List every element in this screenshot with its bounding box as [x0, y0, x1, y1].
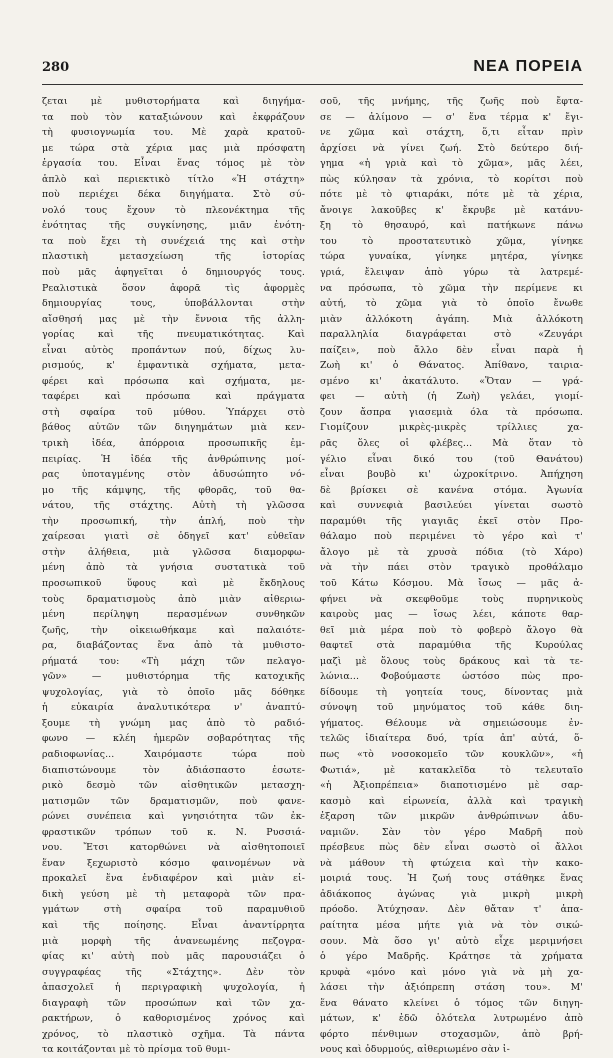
text-line: πλαστικὴ μετασχείωση τῆς ἱστορίας [42, 251, 305, 263]
text-line: φωνο — κλέη ἡμερῶν σοβαρότητας τῆς [42, 733, 305, 745]
text-line: μαζὶ μὲ ὅλους τοὺς δράκους καὶ τὰ τε- [320, 655, 583, 667]
text-line: τα κοιτάζονται μὲ τὸ πρίσμα τοῦ θυμι- [42, 1044, 231, 1056]
text-line: ψυχολογίας, γιὰ τὸ ὁποῖο μᾶς δόθηκε [42, 686, 305, 698]
text-line: ξουμε τὴ γνώμη μας ἀπὸ τὸ ραδιό- [42, 717, 305, 729]
text-line: μο τῆς κάμψης, τῆς φθορᾶς, τοῦ θα- [42, 484, 305, 496]
text-line: τελῶς ἰδιαίτερα δυό, τρία ἀπ' αὐτά, ὅ- [320, 733, 583, 745]
text-line: ρικὸ δεσμὸ τῶν αἰσθητικῶν μετασχη- [42, 780, 305, 792]
text-line: ζουν ἄσπρα γιασεμιὰ όλα τὰ πρόσωπα. [320, 406, 583, 418]
text-line: χαίρεσαι γιατὶ σὲ ὁδηγεῖ κατ' εὐθεῖαν [42, 531, 305, 543]
text-line: πότε μὲ τὸ φτιαράκι, πότε μὲ τὰ χέρια, [320, 189, 583, 201]
text-line: μένη περίληψη περασμένων συνθηκῶν [42, 609, 305, 621]
header-rule [42, 84, 583, 85]
text-line: καὶ συννεφιὰ βασιλεύει γίνεται σωστὸ [320, 500, 583, 512]
text-line: μιὰν ἀλλόκοτη ἀγάπη. Μιὰ ἀλλόκοτη [320, 313, 583, 325]
text-line: παίζει», ποὺ ἄλλο δὲν εἶναι παρὰ ἡ [320, 344, 583, 356]
text-line: φέρει καὶ πρόσωπα καὶ σχήματα, με- [42, 375, 305, 387]
text-line: διαπιστώνουμε τὸν ἀδιάσπαστο ἐσωτε- [42, 764, 305, 776]
left-text-column [42, 94, 305, 1056]
text-line: ἄνοιγε λακοῦβες κ' ἔκρυβε μὲ κατάνυ- [320, 204, 583, 216]
text-line: ραίτητα μέσα μήτε γιὰ νὰ τὸν σικώ- [320, 919, 583, 931]
text-line: πειρίας. Ἡ ἰδέα τῆς ἀνθρώπινης μοί- [42, 453, 305, 465]
text-line: πὼς κύλησαν τὰ χρόνια, τὸ κορίτσι ποὺ [320, 173, 583, 185]
text-line: σμένο κι' ἀκατάλυτο. «Ὅταν — γρά- [320, 375, 583, 387]
text-line: ὁ γέρο Μαδρῆς. Κράτησε τὰ χρήματα [320, 951, 583, 963]
text-line: να πρόσωπα, τὸ χῶμα τὴν περίμενε κι [320, 282, 583, 294]
text-line: διαγραφὴ τῶν προσώπων καὶ τῶν χα- [42, 997, 305, 1009]
text-line: «ἡ Ἀξιοπρέπεια» διαποτισμένο μὲ σαρ- [320, 780, 583, 792]
text-line: εἶναι αὐτὸς προπάντων πού, δίχως λυ- [42, 344, 305, 356]
text-line: θεῖ μιὰ μέρα ποὺ τὸ φοβερὸ ἄλογο θὰ [320, 624, 583, 636]
text-line: ρακτήρων, ὁ καθορισμένος χρόνος καὶ [42, 1013, 305, 1025]
text-line: χρόνος, τὸ πλαστικὸ σχῆμα. Τὰ πάντα [42, 1028, 305, 1040]
text-line: γριά, ἔλειψαν ἀπὸ γύρω τὰ λατρεμέ- [320, 267, 583, 279]
text-line: δικὴ γεύση μὲ τὴ μεταφορὰ τῶν πρα- [42, 888, 305, 900]
text-line: φει — αὐτὴ (ἡ Ζωὴ) γελάει, γιομί- [320, 391, 583, 403]
text-line: βάθος αὐτῶν τῶν διηγημάτων μιὰ κεν- [42, 422, 305, 434]
text-line: ρώνει συνέπεια καὶ γνησιότητα τῶν ἐκ- [42, 811, 305, 823]
text-line: ζεται μὲ μυθιστορήματα καὶ διηγήμα- [42, 96, 305, 107]
text-line: παραμύθι τῆς γιαγιᾶς ἐκεῖ στὸν Προ- [320, 515, 583, 527]
text-line: προσωπικοῦ ὕφους καὶ μὲ ἔκδηλους [42, 577, 305, 589]
text-line: κρυφὰ «μόνο καὶ μόνο γιὰ νὰ μὴ χα- [320, 966, 583, 978]
text-line: ρᾶς ὅλες οἱ φλέβες... Μὰ ὅταν τὸ [320, 438, 583, 450]
text-line: ρήματά του: «Τὴ μάχη τῶν πελαγο- [42, 655, 305, 667]
text-line: πως «τὸ νοσοκομεῖο τῶν κουκλῶν», «ἡ [320, 748, 583, 760]
text-line: τὴν προσωπική, τὴν ἁπλή, ποὺ τὴν [42, 515, 305, 527]
text-line: ἐργασία του. Εἶναι ἕνας τόμος μὲ τὸν [42, 158, 305, 170]
text-line: τοῦ Κάτω Κόσμου. Μὰ ἴσως — μᾶς ἀ- [320, 577, 583, 589]
text-line: κασμὸ καὶ εἰρωνεία, ἀλλὰ καὶ τραγικὴ [320, 795, 583, 807]
text-line: ποὺ περιέχει δέκα διηγήματα. Στὸ σύ- [42, 189, 305, 201]
text-columns [42, 94, 583, 1056]
text-line: ξη τὸ θησαυρό, καὶ πατήκωνε πάνω [320, 220, 583, 232]
text-line: ἁπλὸ καὶ περιεκτικὸ τίτλο «Ἡ στάχτη» [42, 173, 305, 185]
text-line: Φωτιά», μὲ κατακλεῖδα τὸ τελευταῖο [320, 764, 583, 776]
text-line: μοιριά τους. Ἡ ζωή τους στάθηκε ἕνας [320, 873, 583, 885]
text-line: ἀρχίσει νὰ γίνει ζωή. Στὸ δεύτερο διή- [320, 142, 583, 154]
text-line: ρισμούς, κ' ἐμφαντικὰ σχήματα, μετα- [42, 360, 305, 372]
text-line: αἴσθησή μας μὲ τὴν ἔννοια τῆς ἀλλη- [42, 313, 305, 325]
text-line: γμάτων στὴ σφαίρα τοῦ παραμυθιοῦ [42, 904, 305, 916]
text-line: γήματος. Θέλουμε νὰ σημειώσουμε ἐν- [320, 717, 583, 729]
text-line: φήνει νὰ σκεφθοῦμε τοὺς πυρηνικοὺς [320, 593, 583, 605]
text-line: φόρτο πένθιμων στοχασμῶν, ἀπὸ βρή- [320, 1028, 583, 1040]
text-line: γημα «ἡ γριὰ καὶ τὸ χῶμα», μᾶς λέει, [320, 158, 583, 170]
text-line: ἕναν ξεχωριστὸ κόσμο φαινομένων νὰ [42, 857, 305, 869]
text-line: σουν. Μὰ ὅσο γι' αὐτὸ εἶχε μεριμνήσει [320, 935, 583, 947]
text-line: λάσει τὴν ἀξιόπρεπη στάση του». Μ' [320, 982, 583, 994]
text-line: πρέσβευε πὼς δὲν εἶναι σωστὸ οἱ ἄλλοι [320, 842, 583, 854]
text-line: γορίας καὶ τῆς πνευματικότητας. Καὶ [42, 329, 305, 341]
text-line: τώρα γυναίκα, γίνηκε μητέρα, γίνηκε [320, 251, 583, 263]
text-line: θαφτεῖ στὰ παραμύθια τῆς Κυρούλας [320, 640, 583, 652]
text-line: Γιομίζουν μικρὲς-μικρὲς τρίλλιες χα- [320, 422, 583, 434]
text-line: συγγραφέας τῆς «Στάχτης». Δὲν τὸν [42, 966, 305, 978]
text-line: αὐτή, τὸ χῶμα γιὰ τὸ ὁποῖο ἔνωθε [320, 298, 583, 310]
text-line: δημιουργίας τους, ὑποβάλλονται στὴν [42, 298, 305, 310]
text-line: νάτου, τῆς στάχτης. Αὐτὴ τὴ γλῶσσα [42, 500, 305, 512]
text-line: μιὰ μορφὴ τῆς ἀνανεωμένης πεζογρα- [42, 935, 305, 947]
text-line: νὰ μάθουν τὴ φτώχεια καὶ τὴν κακο- [320, 857, 583, 869]
text-line: θάλαμο ποὺ περιμένει τὸ γέρο καὶ τ' [320, 531, 583, 543]
text-line: με τώρα στὰ χέρια μας μιὰ πρόσφατη [42, 142, 305, 154]
text-line: τρικὴ ἰδέα, ἀπόρροια προσωπικῆς ἐμ- [42, 438, 305, 450]
text-line: σύνοψη τοῦ μηνύματος τοῦ κάθε διη- [320, 702, 583, 714]
text-line: στὴν ἀλήθεια, μιὰ γλῶσσα διαμορφω- [42, 546, 305, 558]
text-line: τοὺς δραματισμοὺς ἀπὸ μιὰν αἰθεριω- [42, 593, 305, 605]
text-line: ρα, διαβάζοντας ἕνα ἀπὸ τὰ μυθιστο- [42, 640, 305, 652]
page-header [42, 58, 583, 80]
text-line: σε — ἀλίμονο — σ' ἕνα τέρμα κ' ἔγι- [320, 111, 583, 123]
text-line: ἀπασχολεῖ ἡ περιγραφικὴ ψυχολογία, ἡ [42, 982, 305, 994]
text-line: Ρεαλιστικὰ ὅσον ἀφορᾶ τὶς ἀφορμὲς [42, 282, 305, 294]
text-line: φίας κι' αὐτὴ ποὺ μᾶς παρουσιάζει ὁ [42, 951, 305, 963]
text-line: ἡ εὐκαιρία ἀναλυτικότερα ν' ἀναπτύ- [42, 702, 305, 714]
text-line: τα ποὺ ἔχει τὴ συνέχειά της καὶ στὴν [42, 235, 305, 247]
text-line: ματισμῶν τῶν δραματισμῶν, ποὺ φανε- [42, 795, 305, 807]
text-line: λώνια... Φοβούμαστε ὡστόσο πὼς προ- [320, 671, 583, 683]
text-line: τα ποὺ τὸν καταξιώνουν καὶ ἐκφράζουν [42, 111, 305, 123]
text-line: φραστικῶν τρόπων τοῦ κ. Ν. Ρυσσιά- [42, 826, 305, 838]
text-line: ζωῆς, τὴν οἰκειωθήκαμε καὶ παλαιότε- [42, 624, 305, 636]
text-line: ποὺ μᾶς ἀφηγεῖται ὁ δημιουργός τους. [42, 267, 305, 279]
text-line: μένη ἀπὸ τὰ γνήσια συστατικὰ τοῦ [42, 562, 305, 574]
text-line: ἄλογο μὲ τὰ χρυσὰ πόδια (τὸ Χάρο) [320, 546, 583, 558]
text-line: σοῦ, τῆς μνήμης, τῆς ζωῆς ποὺ ἔφτα- [320, 96, 583, 107]
text-line: καιροὺς μας — ἴσως λέει, κάποτε θαρ- [320, 609, 583, 621]
text-line: στὴ σφαίρα τοῦ μύθου. Ὑπάρχει στὸ [42, 406, 305, 418]
text-line: δὲ βρίσκει σὲ κανένα στόμα. Ἀγωνία [320, 484, 583, 496]
text-line: Ζωὴ κι' ὁ Θάνατος. Ἀπίθανο, ταιρια- [320, 360, 583, 372]
text-line: γῶν» — μυθιστόρημα τῆς κατοχικῆς [42, 671, 305, 683]
text-line: νολό τους ἔχουν τὸ πλεονέκτημα τῆς [42, 204, 305, 216]
page-number: 280 [42, 60, 70, 75]
text-line: ἀδιάκοπος ἀγώνας γιὰ μικρὴ μικρὴ [320, 888, 583, 900]
text-line: νου. Ἔτσι κατορθώνει νὰ αἰσθητοποιεῖ [42, 842, 305, 854]
text-line: καὶ τῆς ποίησης. Εἶναι ἀναντίρρητα [42, 919, 305, 931]
text-line: γέλιο εἶναι δικό του (τοῦ Θανάτου) [320, 453, 583, 465]
right-text-column [320, 94, 583, 1056]
text-line: πρόοδο. Ἀτύχησαν. Δὲν θἄταν τ' ἀπα- [320, 904, 583, 916]
text-line: νους καὶ ὀδυρμούς, αἰθεριωμένο σὰν ἰ- [320, 1044, 510, 1056]
text-line: εἶναι βουβὸ κι' ὠχροκίτρινο. Ἀπήχηση [320, 469, 583, 481]
text-line: μάτων, κ' ἐδῶ ὁλότελα λυτρωμένο ἀπὸ [320, 1013, 583, 1025]
text-line: ἐξαρση τῶν μικρῶν ἀνθρώπινων ἀδυ- [320, 811, 583, 823]
journal-title: ΝΕΑ ΠΟΡΕΙΑ [473, 58, 583, 75]
text-line: ραδιοφωνίας... Χαιρόμαστε τώρα ποὺ [42, 748, 305, 760]
text-line: ναμιῶν. Σὰν τὸν γέρο Μαδρῆ ποὺ [320, 826, 583, 838]
text-line: ταφέρει καὶ πρόσωπα καὶ πράγματα [42, 391, 305, 403]
text-line: ἕνα θάνατο κλείνει ὁ τόμος τῶν διηγη- [320, 997, 583, 1009]
text-line: ρας ὑποταγμένης στὸν ἀδυσώπητο νό- [42, 469, 305, 481]
text-line: του τὸ προστατευτικὸ χῶμα, γίνηκε [320, 235, 583, 247]
text-line: τὴ φυσιογνωμία του. Μὲ χαρὰ κρατοῦ- [42, 127, 305, 139]
text-line: δίδουμε τὴ γοητεία τους, δίνοντας μιὰ [320, 686, 583, 698]
text-line: παραλληλία διαγράφεται στὸ «Ζευγάρι [320, 329, 583, 341]
text-line: νε χῶμα καὶ στάχτη, ὅ,τι εἶταν πρὶν [320, 127, 583, 139]
text-line: ἑνότητας τῆς συγκίνησης, μιᾶν ἑνότη- [42, 220, 305, 232]
text-line: νὰ τὴν πάει στὸν τραγικὸ προθάλαμο [320, 562, 583, 574]
text-line: προκαλεῖ ἕνα ἐνδιαφέρον καὶ μιὰν εἰ- [42, 873, 305, 885]
